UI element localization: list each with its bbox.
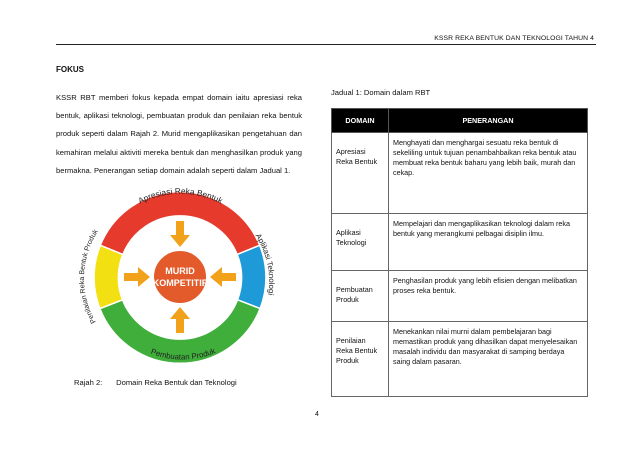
table-caption: Jadual 1: Domain dalam RBT: [331, 88, 431, 97]
segment-label-aplikasi: Aplikasi Teknologi: [253, 231, 277, 296]
table-row: [332, 271, 588, 322]
table-cell-description: Penghasilan produk yang lebih efisien dengan melibatkan proses reka bentuk.: [389, 271, 588, 322]
table-row: [332, 214, 588, 271]
figure-caption-text: Domain Reka Bentuk dan Teknologi: [116, 378, 237, 387]
segment-label-pembuatan: Pembuatan Produk: [149, 346, 217, 362]
table-cell-domain: Aplikasi Teknologi: [332, 214, 389, 271]
table-row: [332, 133, 588, 214]
segment-aplikasi: [237, 245, 266, 308]
table-row: [332, 322, 588, 397]
table-cell-description: Menghayati dan menghargai sesuatu reka bentuk di sekeliling untuk tujuan penambahbaikan reka bentuk atau membuat reka bentuk baharu yang lebih baik, murah dan cekap.: [389, 133, 588, 214]
table-cell-domain: Penilaian Reka Bentuk Produk: [332, 322, 389, 397]
body-paragraph: KSSR RBT memberi fokus kepada empat domain iaitu apresiasi reka bentuk, aplikasi teknologi, pembuatan produk dan penilaian reka bentuk produk seperti dalam Rajah 2. Murid mengaplikasikan pengetahuan dan kemahiran melalui aktiviti mereka bentuk dan menghasilkan produk yang bermakna. Penerangan setiap domain adalah seperti dalam Jadual 1.: [56, 93, 302, 175]
segment-label-apresiasi: Apresiasi Reka Bentuk: [136, 185, 225, 206]
running-header: KSSR REKA BENTUK DAN TEKNOLOGI TAHUN 4: [434, 35, 594, 42]
table-header-row: [332, 109, 588, 133]
segment-penilaian: [94, 245, 123, 308]
section-title: FOKUS: [56, 65, 84, 74]
table-cell-description: Menekankan nilai murni dalam pembelajaran bagi memastikan produk yang dihasilkan dapat menyelesaikan masalah individu dan masyarakat di samping berdaya saing dalam pasaran.: [389, 322, 588, 397]
table-cell-domain: Apresiasi Reka Bentuk: [332, 133, 389, 214]
header-rule: [56, 44, 596, 45]
table-header-domain: DOMAIN: [332, 109, 389, 133]
center-text-line1: MURID: [165, 266, 195, 276]
table-cell-domain: Pembuatan Produk: [332, 271, 389, 322]
figure-label: Rajah 2:: [74, 378, 103, 387]
domain-table: [331, 108, 588, 397]
center-text-line2: KOMPETITIF: [152, 278, 208, 288]
domain-diagram: [58, 183, 302, 370]
table-header-description: PENERANGAN: [389, 109, 588, 133]
figure-caption: [74, 378, 237, 387]
center-circle: [153, 250, 207, 304]
segment-label-penilaian: Penilaian Reka Bentuk Produk: [78, 228, 100, 325]
page-number: 4: [315, 411, 319, 418]
table-cell-description: Mempelajari dan mengaplikasikan teknologi dalam reka bentuk yang merangkumi pelbagai disiplin ilmu.: [389, 214, 588, 271]
